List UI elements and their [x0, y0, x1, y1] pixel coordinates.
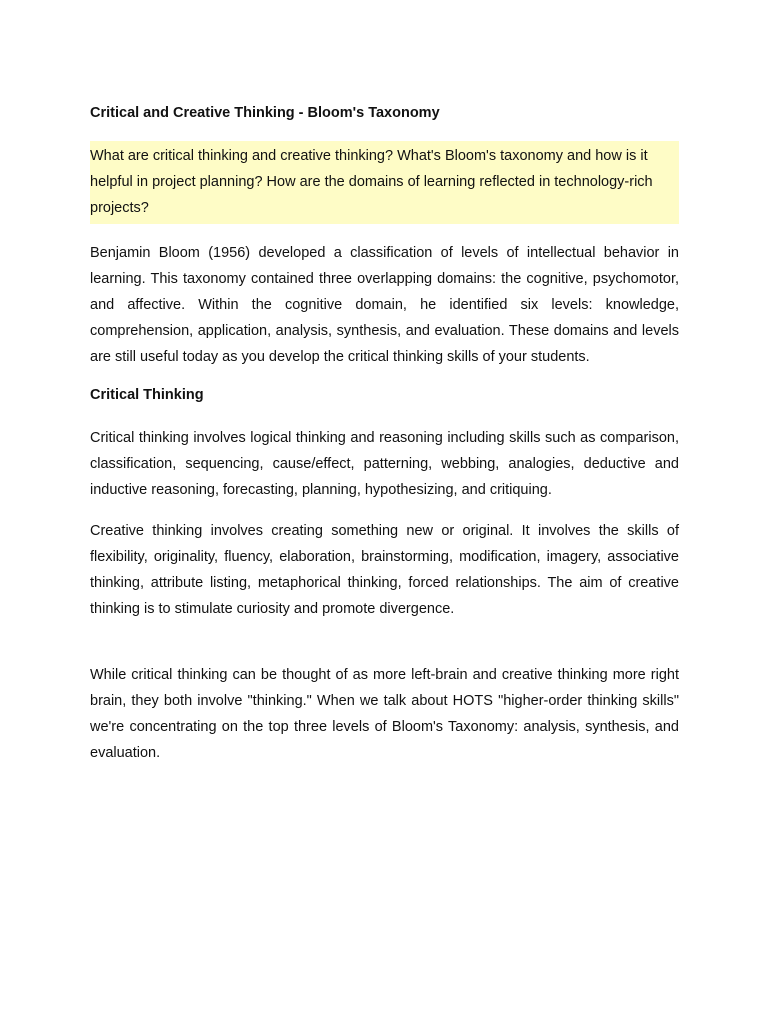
- heading-critical-thinking: Critical Thinking: [90, 387, 204, 403]
- highlighted-questions: What are critical thinking and creative thinking? What's Bloom's taxonomy and how is it helpful in project planning? How are the domains of learning reflected in technology-rich projects?: [90, 141, 679, 224]
- paragraph-creative-thinking: Creative thinking involves creating something new or original. It involves the skills of flexibility, originality, fluency, elaboration, brainstorming, modification, imagery, associative thinking, attribute listing, metaphorical thinking, forced relationships. The aim of creative thinking is to stimulate curiosity and promote divergence.: [90, 523, 679, 617]
- paragraph-bloom-intro: Benjamin Bloom (1956) developed a classification of levels of intellectual behavior in learning. This taxonomy contained three overlapping domains: the cognitive, psychomotor, and affective. Within the cognitive domain, he identified six levels: knowledge, comprehension, application, analysis, synthesis, and evaluation. These domains and levels are still useful today as you develop the critical thinking skills of your students.: [90, 245, 679, 365]
- document-body: [90, 103, 679, 781]
- paragraph-critical-thinking: Critical thinking involves logical thinking and reasoning including skills such as comparison, classification, sequencing, cause/effect, patterning, webbing, analogies, deductive and inductive reasoning, forecasting, planning, hypothesizing, and critiquing.: [90, 430, 679, 498]
- paragraph-hots: While critical thinking can be thought of as more left-brain and creative thinking more right brain, they both involve "thinking." When we talk about HOTS "higher-order thinking skills" we're concentrating on the top three levels of Bloom's Taxonomy: analysis, synthesis, and evaluation.: [90, 667, 679, 761]
- document-title: Critical and Creative Thinking - Bloom's Taxonomy: [90, 105, 440, 121]
